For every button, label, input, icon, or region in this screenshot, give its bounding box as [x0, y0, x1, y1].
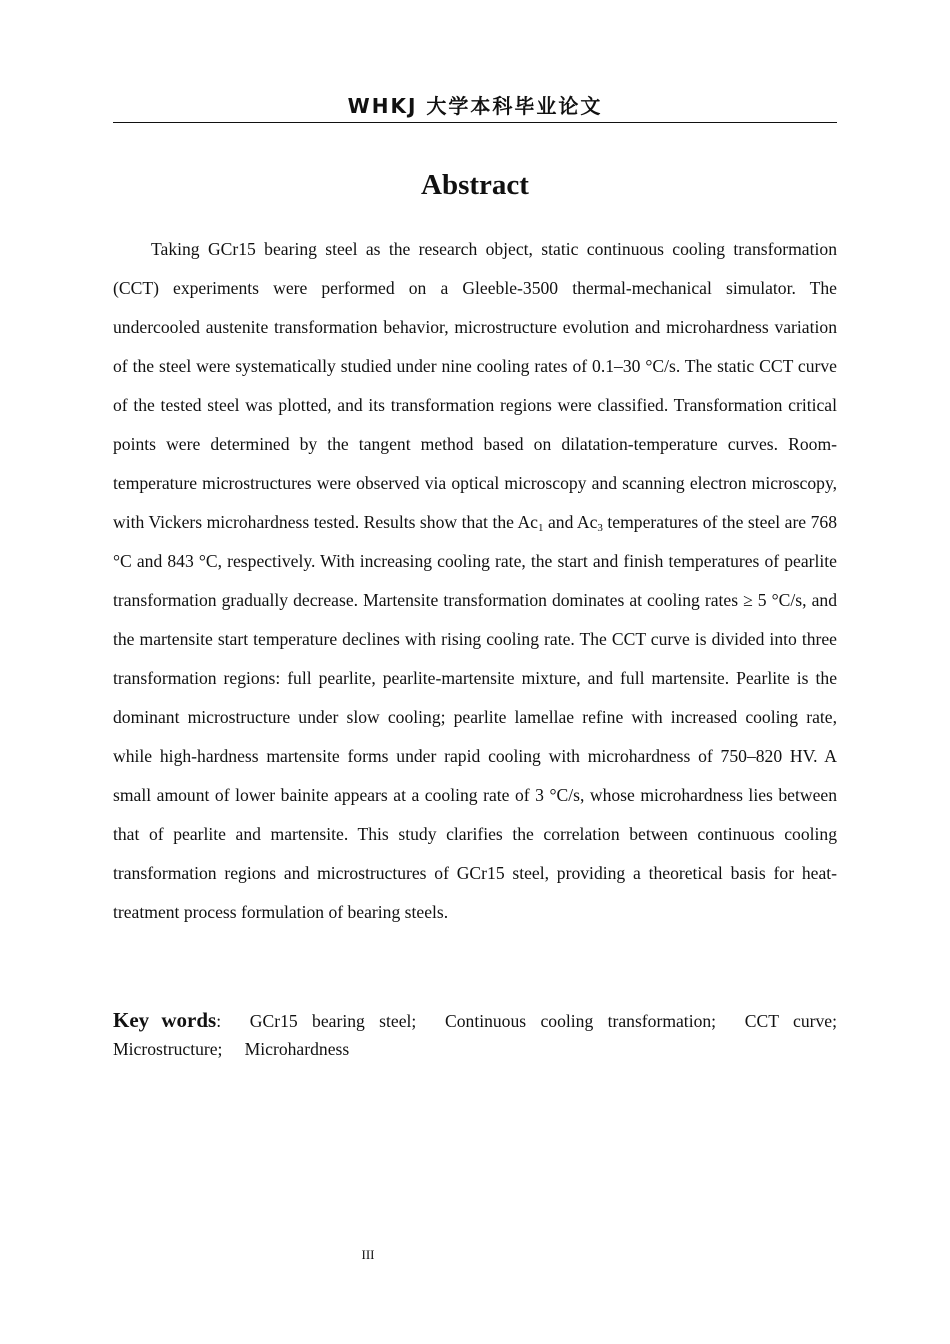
keyword-item: Microhardness — [244, 1039, 350, 1059]
page-number: III — [361, 1247, 375, 1262]
page-header — [113, 92, 837, 123]
subscript-3: 3 — [597, 522, 603, 534]
abstract-text-part-2: and Ac — [543, 512, 598, 532]
abstract-paragraph — [113, 230, 837, 932]
keywords-line — [113, 1006, 837, 1063]
abstract-title: Abstract — [421, 169, 529, 201]
keyword-item: CCT curve; — [744, 1011, 837, 1031]
abstract-text-part-1: Taking GCr15 bearing steel as the research object, static continuous cooling transformation (CCT) experiments were performed on a Gleeble-3500 thermal-mechanical simulator. The undercooled austenite transformation behavior, microstructure evolution and microhardness variation of the steel were systematically studied under nine cooling rates of 0.1–30 °C/s. The static CCT curve of the tested steel was plotted, and its transformation regions were classified. Transformation critical points were determined by the tangent method based on dilatation-temperature curves. Room-temperature microstructures were observed via optical microscopy and scanning electron microscopy, with Vickers microhardness tested. Results show that the Ac — [113, 239, 837, 532]
keyword-item: Microstructure; — [113, 1039, 223, 1059]
keywords-label: Key words — [113, 1008, 217, 1032]
keywords-separator: : — [216, 1011, 222, 1031]
keyword-item: GCr15 bearing steel; — [249, 1011, 417, 1031]
header-text: WHKJ 大学本科毕业论文 — [347, 94, 603, 118]
keyword-item: Continuous cooling transformation; — [444, 1011, 717, 1031]
subscript-1: 1 — [537, 522, 544, 534]
abstract-text-part-3: temperatures of the steel are 768 °C and 843 °C, respectively. With increasing cooling rate, the start and finish temperatures of pearlite transformation gradually decrease. Martensite transformation dominates at cooling rates ≥ 5 °C/s, and the martensite start temperature declines with rising cooling rate. The CCT curve is divided into three transformation regions: full pearlite, pearlite-martensite mixture, and full martensite. Pearlite is the dominant microstructure under slow cooling; pearlite lamellae refine with increased cooling rate, while high-hardness martensite forms under rapid cooling with microhardness of 750–820 HV. A small amount of lower bainite appears at a cooling rate of 3 °C/s, whose microhardness lies between that of pearlite and martensite. This study clarifies the correlation between continuous cooling transformation regions and microstructures of GCr15 steel, providing a theoretical basis for heat-treatment process formulation of bearing steels. — [113, 512, 837, 922]
